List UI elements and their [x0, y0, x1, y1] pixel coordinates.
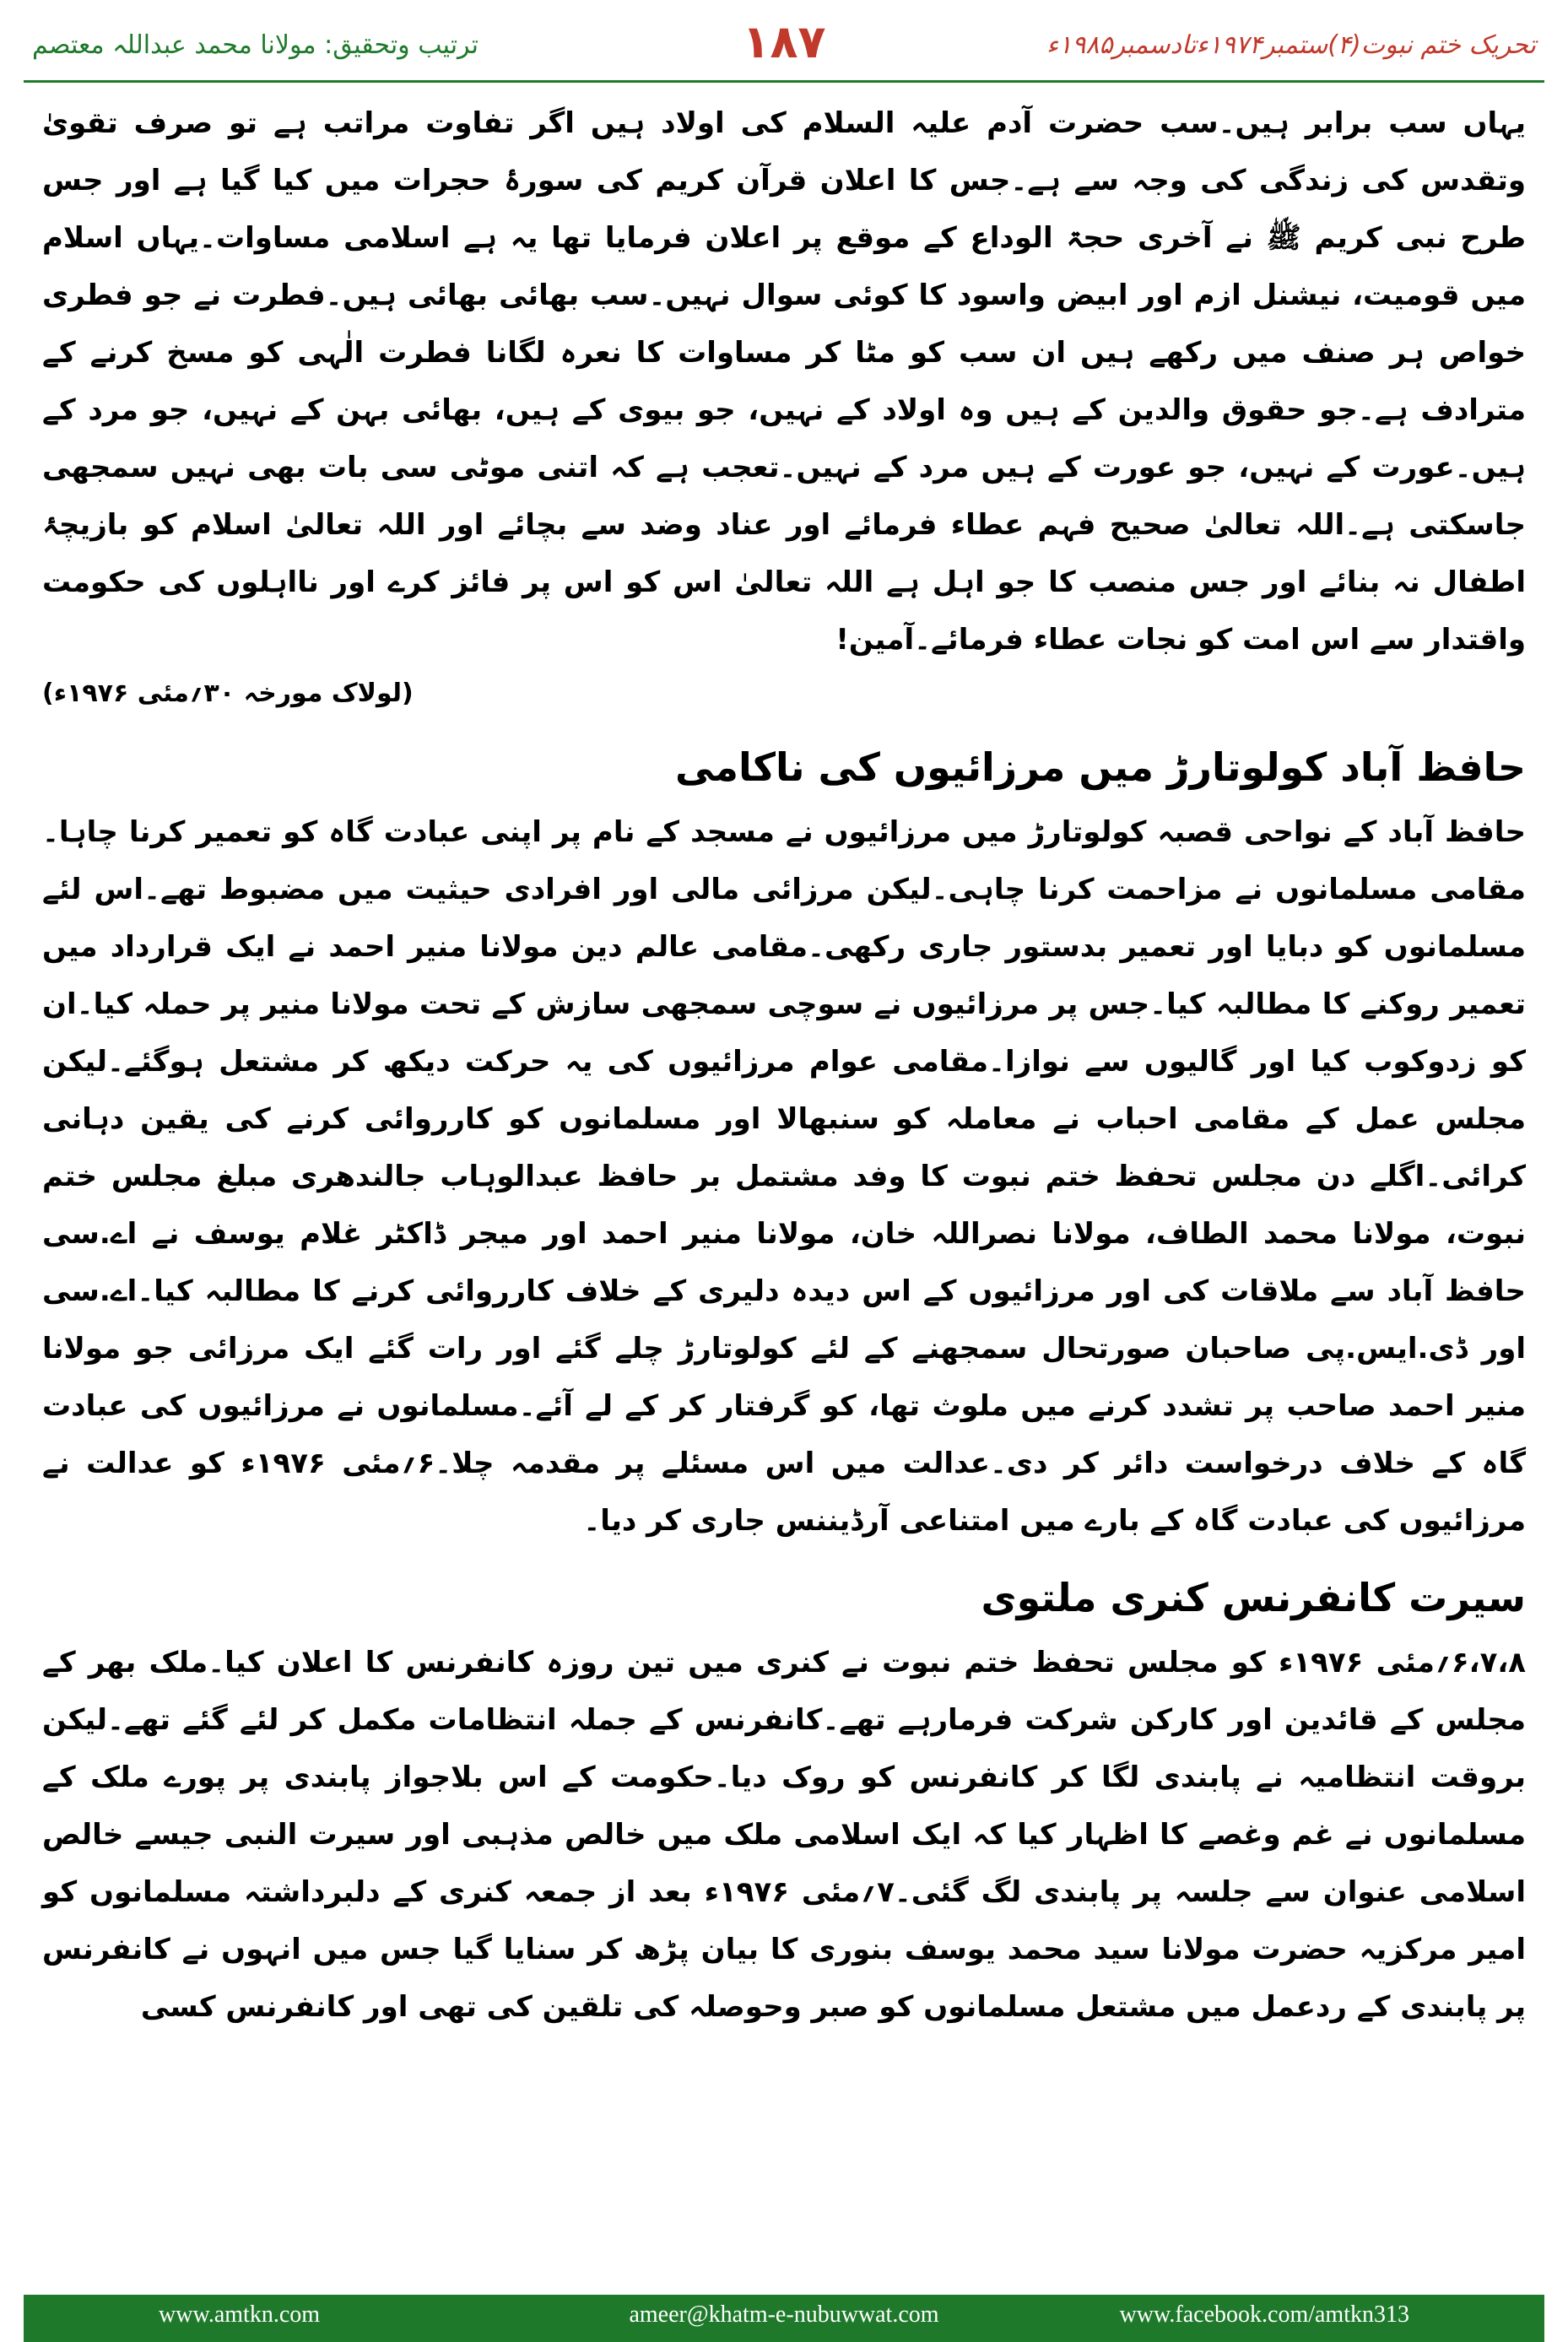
page-header: [24, 15, 1544, 74]
email-link[interactable]: ameer@khatm-e-nubuwwat.com: [629, 2301, 939, 2328]
section-heading-hafizabad: حافظ آباد کولوتارڑ میں مرزائیوں کی ناکامی: [674, 744, 1526, 790]
page-footer: [24, 2295, 1544, 2342]
source-reference: (لولاک مورخہ ۳۰؍مئی ۱۹۷۶ء): [42, 679, 414, 708]
book-title: تحریک ختم نبوت(۴)ستمبر۱۹۷۴ءتادسمبر۱۹۸۵ء: [1046, 30, 1536, 60]
header-divider: [24, 80, 1544, 83]
compiler-credit: ترتیب وتحقیق: مولانا محمد عبداللہ معتصم: [32, 30, 479, 60]
page-number: ۱۸۷: [742, 15, 826, 68]
section-heading-kunri: سیرت کانفرنس کنری ملتوی: [981, 1575, 1526, 1620]
paragraph-hafizabad: حافظ آباد کے نواحی قصبہ کولوتارڑ میں مرزائیوں نے مسجد کے نام پر اپنی عبادت گاہ کو تعمیر کرنا چاہا۔مقامی مسلمانوں نے مزاحمت کرنا چاہی۔لیکن مرزائی مالی اور افرادی حیثیت میں مضبوط تھے۔اس لئے مسلمانوں کو دبایا اور تعمیر بدستور جاری رکھی۔مقامی عالم دین مولانا منیر احمد نے ایک قرارداد میں تعمیر روکنے کا مطالبہ کیا۔جس پر مرزائیوں نے سوچی سمجھی سازش کے تحت مولانا منیر پر حملہ کیا۔ان کو زدوکوب کیا اور گالیوں سے نوازا۔مقامی عوام مرزائیوں کی یہ حرکت دیکھ کر مشتعل ہوگئے۔لیکن مجلس عمل کے مقامی احباب نے معاملہ کو سنبھالا اور مسلمانوں کو کارروائی کرنے کی یقین دہانی کرائی۔اگلے دن مجلس تحفظ ختم نبوت کا وفد مشتمل بر حافظ عبدالوہاب جالندھری مبلغ مجلس ختم نبوت، مولانا محمد الطاف، مولانا نصراللہ خان، مولانا منیر احمد اور میجر ڈاکٹر غلام یوسف نے اے.سی حافظ آباد سے ملاقات کی اور مرزائیوں کے اس دیدہ دلیری کے خلاف کارروائی کرنے کا مطالبہ کیا۔اے.سی اور ڈی.ایس.پی صاحبان صورتحال سمجھنے کے لئے کولوتارڑ چلے گئے اور رات گئے ایک مرزائی جو مولانا منیر احمد صاحب پر تشدد کرنے میں ملوث تھا، کو گرفتار کر کے لے آئے۔مسلمانوں نے مرزائیوں کی عبادت گاہ کے خلاف درخواست دائر کر دی۔عدالت میں اس مسئلے پر مقدمہ چلا۔۶؍مئی ۱۹۷۶ء کو عدالت نے مرزائیوں کی عبادت گاہ کے بارے میں امتناعی آرڈیننس جاری کر دیا۔: [42, 815, 1526, 1538]
paragraph-equality: یہاں سب برابر ہیں۔سب حضرت آدم علیہ السلام کی اولاد ہیں اگر تفاوت مراتب ہے تو صرف تقویٰ وتقدس کی زندگی کی وجہ سے ہے۔جس کا اعلان قرآن کریم کی سورۂ حجرات میں کیا گیا ہے اور جس طرح نبی کریم ﷺ نے آخری حجۃ الوداع کے موقع پر اعلان فرمایا تھا یہ ہے اسلامی مساوات۔یہاں اسلام میں قومیت، نیشنل ازم اور ابیض واسود کا کوئی سوال نہیں۔سب بھائی بھائی ہیں۔فطرت نے جو فطری خواص ہر صنف میں رکھے ہیں ان سب کو مٹا کر مساوات کا نعرہ لگانا فطرت الٰہی کو مسخ کرنے کے مترادف ہے۔جو حقوق والدین کے ہیں وہ اولاد کے نہیں، جو بیوی کے ہیں، بھائی بہن کے نہیں، جو مرد کے ہیں۔عورت کے نہیں، جو عورت کے ہیں مرد کے نہیں۔تعجب ہے کہ اتنی موٹی سی بات بھی نہیں سمجھی جاسکتی ہے۔اللہ تعالیٰ صحیح فہم عطاء فرمائے اور عناد وضد سے بچائے اور اللہ تعالیٰ اسلام کو بازیچۂ اطفال نہ بنائے اور جس منصب کا جو اہل ہے اللہ تعالیٰ اس کو اس پر فائز کرے اور نااہلوں کی حکومت واقتدار سے اس امت کو نجات عطاء فرمائے۔آمین!: [42, 106, 1526, 657]
website-link[interactable]: www.amtkn.com: [159, 2301, 321, 2328]
facebook-link[interactable]: www.facebook.com/amtkn313: [1119, 2301, 1409, 2328]
page-content: [42, 95, 1526, 2036]
paragraph-kunri: ۶،۷،۸؍مئی ۱۹۷۶ء کو مجلس تحفظ ختم نبوت نے کنری میں تین روزہ کانفرنس کا اعلان کیا۔ملک بھر کے مجلس کے قائدین اور کارکن شرکت فرمارہے تھے۔کانفرنس کے جملہ انتظامات مکمل کر لئے گئے تھے۔لیکن بروقت انتظامیہ نے پابندی لگا کر کانفرنس کو روک دیا۔حکومت کے اس بلاجواز پابندی پر پورے ملک کے مسلمانوں نے غم وغصے کا اظہار کیا کہ ایک اسلامی ملک میں خالص مذہبی اور سیرت النبی جیسے خالص اسلامی عنوان سے جلسہ پر پابندی لگ گئی۔۷؍مئی ۱۹۷۶ء بعد از جمعہ کنری کے دلبرداشتہ مسلمانوں کو امیر مرکزیہ حضرت مولانا سید محمد یوسف بنوری کا بیان پڑھ کر سنایا گیا جس میں انہوں نے کانفرنس پر پابندی کے ردعمل میں مشتعل مسلمانوں کو صبر وحوصلہ کی تلقین کی تھی اور کانفرنس کسی: [42, 1646, 1526, 2024]
